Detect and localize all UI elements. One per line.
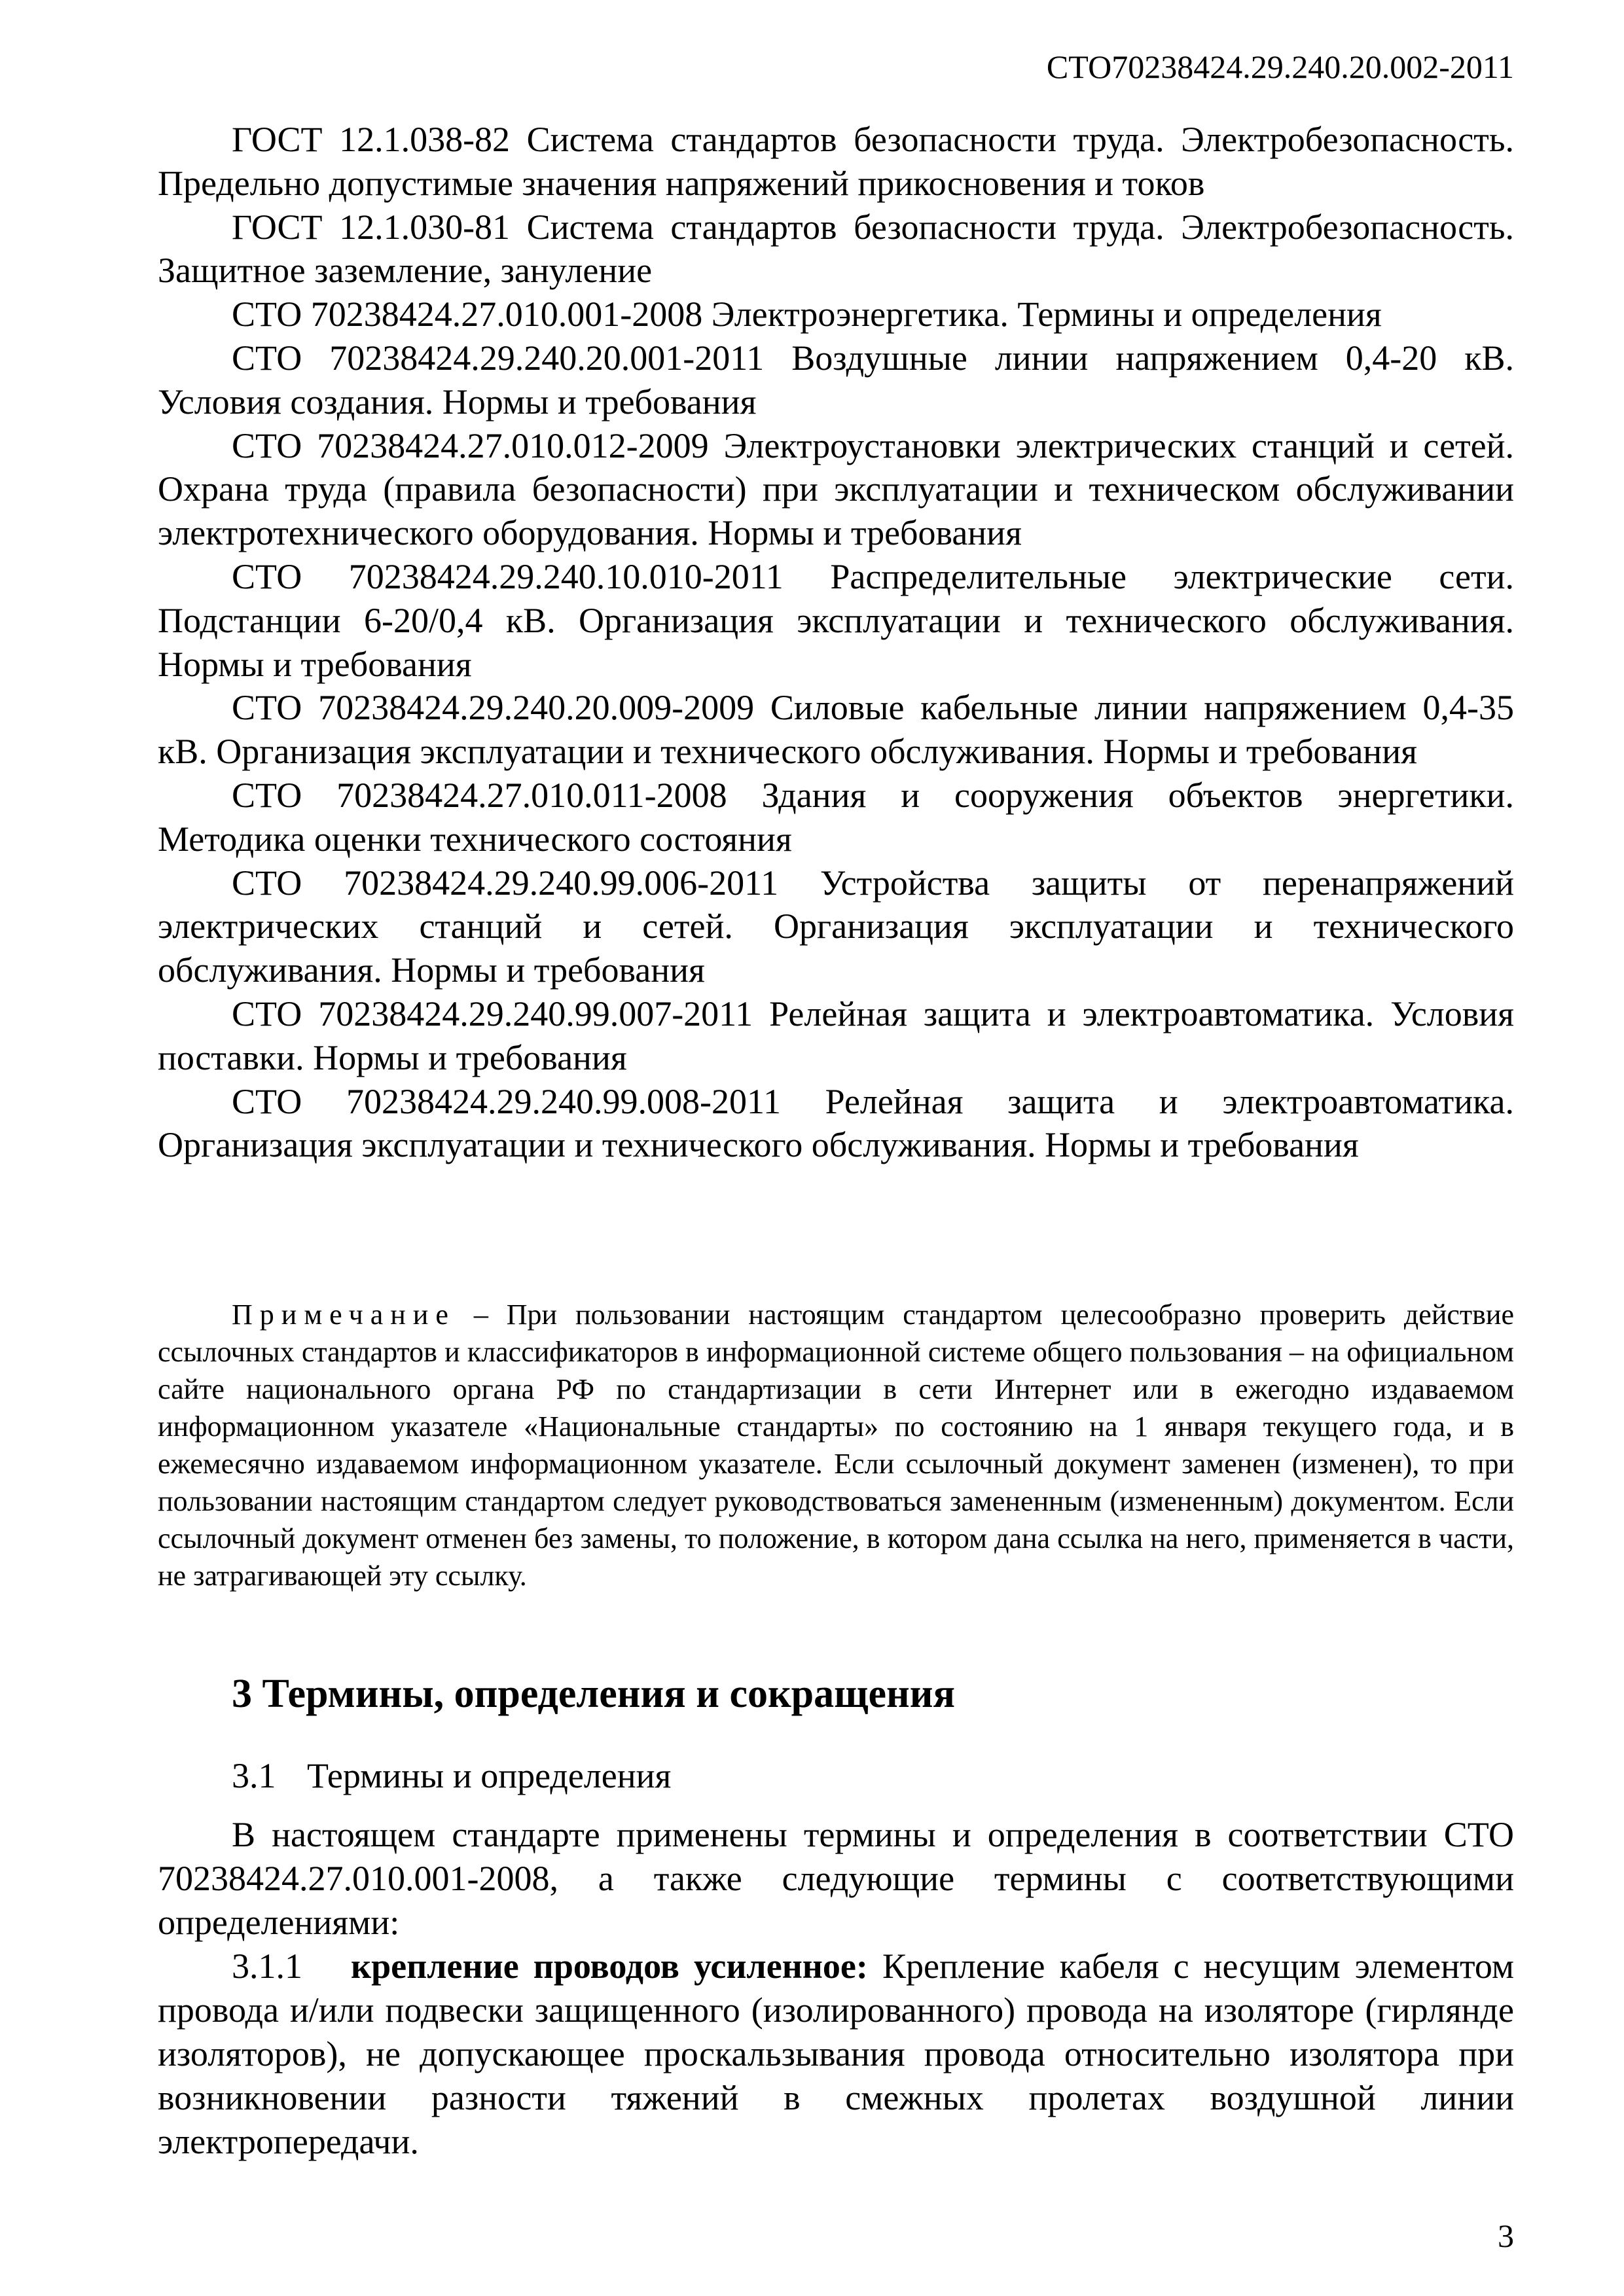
normative-references-list [158, 118, 1514, 1167]
term-number: 3.1.1 [232, 1946, 302, 1986]
note-text: – При пользовании настоящим стандартом целесообразно проверить действие ссылочных стандартов и классификаторов в информационной системе общего пользования – на официальном сайте национального органа РФ по стандартизации в сети Интернет или в ежегодно издаваемом информационном указателе «Национальные стандарты» по состоянию на 1 января текущего года, и в ежемесячно издаваемом информационном указателе. Если ссылочный документ заменен (изменен), то при пользовании настоящим стандартом следует руководствоваться замененным (измененным) документом. Если ссылочный документ отменен без замены, то положение, в котором дана ссылка на него, применяется в части, не затрагивающей эту ссылку. [158, 1299, 1514, 1592]
document-code-header: СТО70238424.29.240.20.002-2011 [1046, 48, 1514, 85]
term-definition: Крепление кабеля с несущим элементом провода и/или подвески защищенного (изолированного) провода на изоляторе (гирлянде изоляторов), не допускающее проскальзывания провода относительно изолятора при возникновении разности тяжений в смежных пролетах воздушной линии электропередачи. [158, 1946, 1514, 2161]
page-number: 3 [1498, 2217, 1514, 2254]
reference-item: СТО 70238424.29.240.99.007-2011 Релейная защита и электроавтоматика. Условия поставки. Нормы и требования [158, 994, 1514, 1077]
terms-body [158, 1813, 1514, 2164]
reference-item: СТО 70238424.29.240.99.006-2011 Устройства защиты от перенапряжений электрических станций и сетей. Организация эксплуатации и технического обслуживания. Нормы и требования [158, 863, 1514, 990]
reference-item: СТО 70238424.29.240.20.009-2009 Силовые кабельные линии напряжением 0,4-35 кВ. Организация эксплуатации и технического обслуживания. Нормы и требования [158, 688, 1514, 772]
intro-paragraph: В настоящем стандарте применены термины и определения в соответствии СТО 70238424.27.010.001-2008, а также следующие термины с соответствующими определениями: [158, 1815, 1514, 1942]
term-definition-paragraph [158, 1945, 1514, 2164]
subsection-number: 3.1 [232, 1756, 276, 1795]
section-title: 3 Термины, определения и сокращения [232, 1672, 956, 1716]
reference-item: СТО 70238424.29.240.99.008-2011 Релейная защита и электроавтоматика. Организация эксплуатации и технического обслуживания. Нормы и требования [158, 1081, 1514, 1165]
subsection-title [232, 1754, 671, 1797]
reference-item: СТО 70238424.29.240.20.001-2011 Воздушные линии напряжением 0,4-20 кВ. Условия создания. Нормы и требования [158, 338, 1514, 422]
term-name: крепление проводов усиленное: [351, 1946, 868, 1986]
subsection-title-text: Термины и определения [307, 1756, 672, 1795]
note-label: Примечание [232, 1299, 456, 1331]
reference-item: СТО 70238424.27.010.012-2009 Электроустановки электрических станций и сетей. Охрана труда (правила безопасности) при эксплуатации и техническом обслуживании электротехнического оборудования. Нормы и требования [158, 425, 1514, 553]
reference-item: ГОСТ 12.1.038-82 Система стандартов безопасности труда. Электробезопасность. Предельно допустимые значения напряжений прикосновения и токов [158, 120, 1514, 203]
note-paragraph [158, 1296, 1514, 1594]
reference-item: СТО 70238424.27.010.001-2008 Электроэнергетика. Термины и определения [232, 295, 1382, 334]
reference-item: СТО 70238424.29.240.10.010-2011 Распределительные электрические сети. Подстанции 6-20/0,4 кВ. Организация эксплуатации и технического обслуживания. Нормы и требования [158, 556, 1514, 684]
reference-item: СТО 70238424.27.010.011-2008 Здания и сооружения объектов энергетики. Методика оценки технического состояния [158, 775, 1514, 859]
reference-item: ГОСТ 12.1.030-81 Система стандартов безопасности труда. Электробезопасность. Защитное заземление, зануление [158, 207, 1514, 291]
